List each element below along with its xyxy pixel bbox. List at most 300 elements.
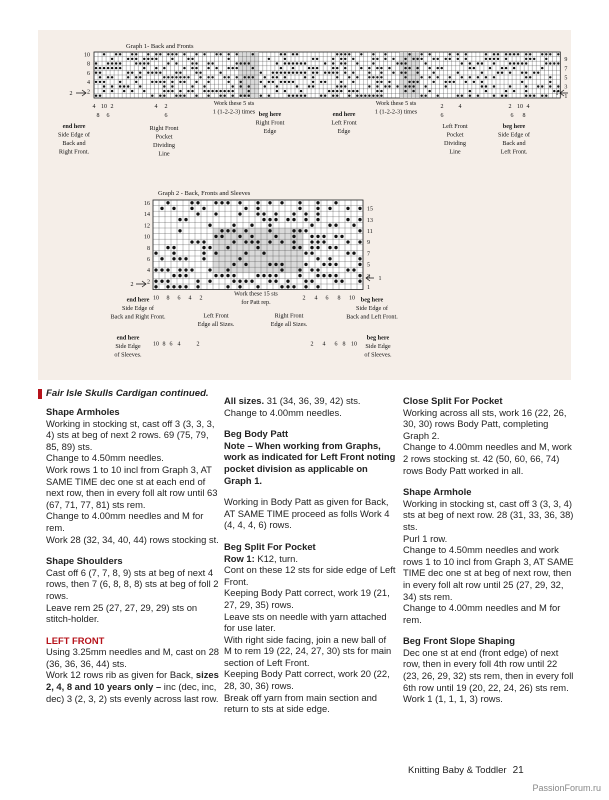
graph1-stitch	[312, 67, 314, 69]
graph2-stitch	[202, 207, 205, 210]
graph2-stitch	[184, 274, 187, 277]
graph1-stitch	[469, 90, 471, 92]
graph2-stitch	[292, 229, 295, 232]
heading-front-slope: Beg Front Slope Shaping	[403, 635, 515, 647]
graph2-edge-label: Edge all Sizes.	[270, 321, 308, 329]
graph2-stitch	[202, 257, 205, 260]
graph1-stitch	[143, 90, 145, 92]
graph1-stitch	[151, 94, 153, 96]
graph2-shade	[231, 234, 237, 240]
graph1-stitch	[412, 81, 414, 83]
graph1-stitch	[155, 67, 157, 69]
graph1-stitch	[312, 71, 314, 73]
graph2-stitch	[238, 235, 241, 238]
graph1-stitch	[445, 85, 447, 87]
graph2-stitch	[184, 285, 187, 288]
graph1-shade	[416, 93, 420, 98]
graph2-shade	[225, 234, 231, 240]
graph1-stitch	[416, 67, 418, 69]
graph2-stitch	[304, 263, 307, 266]
graph1-stitch	[437, 58, 439, 60]
graph1-stitch	[517, 62, 519, 64]
graph2-stitch	[166, 268, 169, 271]
graph1-stitch	[288, 94, 290, 96]
graph1-stitch	[392, 58, 394, 60]
graph1-stitch	[296, 94, 298, 96]
graph1-stitch	[469, 76, 471, 78]
graph2-size-num: 2	[199, 295, 203, 302]
graph1-stitch	[312, 85, 314, 87]
graph2-beg-label: Side Edge	[365, 343, 391, 351]
graph1-stitch	[95, 81, 97, 83]
para: Cont on these 12 sts for side edge of Left Front.	[224, 564, 396, 587]
graph2-shade	[249, 245, 255, 251]
graph1-stitch	[348, 76, 350, 78]
graph1-stitch	[316, 58, 318, 60]
graph2-size-num: 8	[166, 295, 170, 302]
graph2-stitch	[232, 224, 235, 227]
graph1-stitch	[219, 90, 221, 92]
graph1-stitch	[328, 71, 330, 73]
graph2-shade	[249, 267, 255, 273]
graph1-row-num: 2	[87, 89, 90, 96]
graph1-stitch	[167, 62, 169, 64]
graph2-stitch	[172, 252, 175, 255]
graph2-size-num: 4	[177, 341, 181, 348]
graph2-stitch	[160, 257, 163, 260]
graph1-shade	[408, 70, 412, 75]
graph2-shade	[297, 262, 303, 268]
graph2-row-num: 6	[147, 257, 150, 263]
graph1-stitch	[404, 85, 406, 87]
graph2-stitch	[166, 201, 169, 204]
graph1-stitch	[288, 62, 290, 64]
graph2-stitch	[298, 201, 301, 204]
graph1-stitch	[111, 76, 113, 78]
graph1-stitch	[292, 81, 294, 83]
graph1-stitch	[131, 58, 133, 60]
graph1-stitch	[99, 94, 101, 96]
graph2-row-num: 11	[367, 229, 373, 235]
graph2-size-num: 4	[322, 341, 326, 348]
graph1-stitch	[533, 58, 535, 60]
graph1-stitch	[248, 94, 250, 96]
graph2-stitch	[232, 229, 235, 232]
graph1-stitch	[207, 67, 209, 69]
graph1-shade	[243, 70, 247, 75]
graph1-stitch	[276, 71, 278, 73]
graph2-size-num: 6	[177, 295, 181, 302]
graph1-stitch	[416, 58, 418, 60]
para: Working in stocking st, cast off 3 (3, 3, 4) sts at beg of next row. 28 (31, 33, 36, 38) sts.	[403, 497, 574, 532]
graph2-shade	[231, 256, 237, 262]
graph2-shade	[261, 245, 267, 251]
graph1-stitch	[328, 90, 330, 92]
graph1-stitch	[368, 85, 370, 87]
graph1-stitch	[525, 62, 527, 64]
graph2-stitch	[298, 246, 301, 249]
graph1-stitch	[292, 71, 294, 73]
graph2-stitch	[250, 235, 253, 238]
para: Change to 4.00mm needles.	[224, 406, 342, 418]
graph1-stitch	[195, 81, 197, 83]
graph2-stitch	[322, 274, 325, 277]
graph1-stitch	[412, 90, 414, 92]
graph2-stitch	[226, 268, 229, 271]
graph1-stitch	[304, 71, 306, 73]
graph1-stitch	[119, 85, 121, 87]
graph1-stitch	[207, 90, 209, 92]
graph2-shade	[255, 250, 261, 256]
graph1-stitch	[376, 85, 378, 87]
graph2-stitch	[274, 263, 277, 266]
graph1-stitch	[227, 58, 229, 60]
graph2-shade	[297, 239, 303, 245]
graph1-stitch	[219, 71, 221, 73]
graph2-shade	[237, 239, 243, 245]
graph1-stitch	[195, 71, 197, 73]
graph1-stitch	[300, 90, 302, 92]
graph1-stitch	[139, 76, 141, 78]
para	[46, 669, 221, 704]
graph2-shade	[291, 256, 297, 262]
graph2-stitch	[226, 229, 229, 232]
graph1-stitch	[529, 58, 531, 60]
graph2-stitch	[214, 274, 217, 277]
graph2-stitch	[214, 235, 217, 238]
graph1-stitch	[557, 53, 559, 55]
graph1-size-num: 6	[106, 113, 110, 119]
graph1-size-num: 4	[154, 104, 158, 110]
graph2-stitch	[340, 235, 343, 238]
graph2-shade	[237, 262, 243, 268]
graph1-stitch	[336, 85, 338, 87]
graph1-shade	[412, 66, 416, 71]
graph1-stitch	[123, 85, 125, 87]
graph1-stitch	[308, 67, 310, 69]
graph2-stitch	[244, 252, 247, 255]
graph1-stitch	[135, 58, 137, 60]
graph2-shade	[261, 267, 267, 273]
graph1-stitch	[384, 85, 386, 87]
graph1-stitch	[533, 71, 535, 73]
graph2-stitch	[268, 240, 271, 243]
graph2-stitch	[292, 285, 295, 288]
graph1-stitch	[525, 94, 527, 96]
graph2-stitch	[172, 285, 175, 288]
graph1-stitch	[163, 81, 165, 83]
heading-close-split: Close Split For Pocket	[403, 395, 503, 406]
graph1-stitch	[513, 90, 515, 92]
heading-shape-armhole: Shape Armhole	[403, 486, 472, 498]
graph2-size-num: 4	[188, 295, 192, 302]
graph1-stitch	[424, 94, 426, 96]
graph2-row-num: 13	[367, 217, 373, 224]
graph1-stitch	[384, 58, 386, 60]
para: Keeping Body Patt correct, work 20 (22, 28, 30, 36) rows.	[224, 668, 390, 692]
heading-left-front: LEFT FRONT	[46, 634, 105, 646]
graph1-stitch	[505, 67, 507, 69]
graph1-stitch	[465, 81, 467, 83]
graph2-stitch	[256, 212, 259, 215]
graph1-end-label: Right Front.	[58, 148, 90, 156]
graph2-stitch	[160, 280, 163, 283]
graph1-stitch	[300, 62, 302, 64]
graph2-beg-label: Side Edge of	[356, 305, 388, 313]
graph1-stitch	[372, 76, 374, 78]
graph1-shade	[255, 52, 259, 57]
graph1-stitch	[529, 76, 531, 78]
graph1-stitch	[501, 71, 503, 73]
graph1-stitch	[549, 76, 551, 78]
graph2-stitch	[160, 268, 163, 271]
graph2-shade	[225, 256, 231, 262]
para: Change to 4.00mm needles and M for rem.	[46, 510, 204, 533]
graph1-stitch	[163, 76, 165, 78]
graph1-stitch	[280, 67, 282, 69]
graph1-stitch	[505, 53, 507, 55]
graph2-stitch	[304, 280, 307, 283]
graph2-beg-label: of Sleeves.	[364, 351, 392, 359]
graph1-stitch	[477, 94, 479, 96]
graph1-stitch	[445, 58, 447, 60]
graph1-stitch	[191, 90, 193, 92]
graph1-stitch	[316, 71, 318, 73]
graph1-shade	[251, 80, 255, 85]
graph2-stitch	[208, 224, 211, 227]
graph2-shade	[285, 228, 291, 234]
graph1-stitch	[111, 67, 113, 69]
graph2-stitch	[220, 229, 223, 232]
graph1-stitch	[179, 94, 181, 96]
graph1-stitch	[296, 53, 298, 55]
graph1-stitch	[453, 81, 455, 83]
para: Keeping Body Patt correct, work 19 (21, 27, 29, 35) rows.	[224, 587, 390, 610]
graph1-stitch	[151, 71, 153, 73]
continued-heading: Fair Isle Skulls Cardigan continued.	[46, 388, 209, 399]
graph1-stitch	[336, 76, 338, 78]
graph2-stitch	[220, 274, 223, 277]
graph1-stitch	[227, 90, 229, 92]
para: Working across all sts, work 16 (22, 26, 30, 30) rows Body Patt, completing Graph 2.	[403, 406, 567, 441]
heading-shape-shoulders: Shape Shoulders	[46, 555, 123, 567]
graph1-stitch	[545, 53, 547, 55]
graph1-row-num: 3	[564, 84, 568, 91]
graph1-stitch	[151, 58, 153, 60]
graph2-stitch	[178, 285, 181, 288]
graph2-stitch	[334, 246, 337, 249]
graph1-stitch	[485, 58, 487, 60]
graph1-stitch	[368, 94, 370, 96]
graph2-stitch	[316, 274, 319, 277]
watermark: PassionForum.ru	[532, 783, 601, 793]
graph2-stitch	[358, 240, 361, 243]
graph1-stitch	[541, 94, 543, 96]
graph2-stitch	[208, 246, 211, 249]
graph1-arrow-num: 1	[555, 91, 559, 97]
graph2-work-note: Work these 15 sts	[234, 290, 278, 298]
graph1-shade	[416, 84, 420, 89]
graph1-stitch	[336, 53, 338, 55]
graph1-work-note: 1 (1-2-2-3) times	[374, 108, 418, 116]
graph2-stitch	[238, 212, 241, 215]
graph2-shade	[267, 267, 273, 273]
graph2-stitch	[322, 235, 325, 238]
graph1-shade	[247, 52, 251, 57]
graph1-stitch	[95, 71, 97, 73]
graph1-stitch	[99, 76, 101, 78]
graph1-stitch	[525, 71, 527, 73]
graph1-stitch	[360, 94, 362, 96]
graph2-row-num: 10	[144, 234, 150, 241]
graph2-shade	[243, 245, 249, 251]
graph1-stitch	[187, 76, 189, 78]
graph2-stitch	[298, 229, 301, 232]
graph2-work-note: for Patt rep.	[241, 299, 271, 307]
graph1-stitch	[135, 53, 137, 55]
graph1-stitch	[191, 58, 193, 60]
graph2-stitch	[346, 218, 349, 221]
graph2-stitch	[292, 235, 295, 238]
graph1-stitch	[171, 53, 173, 55]
graph1-stitch	[211, 62, 213, 64]
graph1-stitch	[541, 67, 543, 69]
graph1-size-num: 4	[526, 104, 530, 110]
graph1-stitch	[260, 71, 262, 73]
graph1-stitch	[159, 81, 161, 83]
graph2-stitch	[268, 274, 271, 277]
graph2-shade	[285, 267, 291, 273]
graph1-size-num: 6	[440, 113, 444, 119]
graph1-stitch	[344, 53, 346, 55]
graph2-stitch	[214, 252, 217, 255]
graph2-shade	[255, 234, 261, 240]
graph2-row-num: 7	[367, 251, 370, 258]
graph1-pocket-label: Line	[449, 148, 461, 156]
graph1-work-note: 1 (1-2-2-3) times	[212, 108, 256, 116]
graph2-end-label: end here	[116, 334, 140, 342]
graph2-shade	[255, 256, 261, 262]
graph2-beg-label: Back and Left Front.	[346, 313, 398, 321]
graph1-shade	[255, 61, 259, 66]
graph2-row-num: 8	[147, 245, 150, 252]
para: With right side facing, join a new ball of M to rem 19 (22, 24, 27, 30) sts for main section of Left Front.	[224, 633, 392, 668]
page-number: 21	[512, 765, 524, 776]
graph2-stitch	[226, 246, 229, 249]
graph1-stitch	[159, 94, 161, 96]
graph1-stitch	[131, 53, 133, 55]
para: Cast off 6 (7, 7, 8, 9) sts at beg of next 4 rows, then 7 (6, 8, 8, 8) sts at beg of foll 2 rows.	[46, 566, 219, 601]
graph2-shade	[249, 228, 255, 234]
graph2-row-num: 3	[367, 273, 370, 280]
graph1-stitch	[284, 62, 286, 64]
graph2-shade	[279, 250, 285, 256]
graph2-stitch	[166, 280, 169, 283]
graph2-shade	[213, 245, 219, 251]
graph1-stitch	[533, 94, 535, 96]
graph1-stitch	[268, 58, 270, 60]
graph2-stitch	[274, 212, 277, 215]
graph2-arrow-num: 1	[378, 276, 382, 282]
graph2-shade	[231, 250, 237, 256]
graph2-shade	[219, 262, 225, 268]
graph2-end-label: end here	[126, 296, 150, 304]
graph2-end-label: Side Edge of	[122, 305, 154, 313]
graph1-shade	[247, 70, 251, 75]
graph1-shade	[255, 84, 259, 89]
graph1-stitch	[119, 62, 121, 64]
graph1-size-num: 4	[458, 104, 462, 110]
graph1-stitch	[493, 62, 495, 64]
graph2-shade	[213, 267, 219, 273]
graph1-stitch	[219, 94, 221, 96]
graph1-stitch	[147, 53, 149, 55]
graph1-stitch	[493, 58, 495, 60]
graph1-stitch	[215, 67, 217, 69]
graph1-stitch	[469, 62, 471, 64]
graph1-size-num: 2	[508, 104, 512, 110]
column-3	[403, 395, 575, 705]
graph1-stitch	[376, 67, 378, 69]
graph2-shade	[291, 262, 297, 268]
graph1-shade	[412, 75, 416, 80]
graph2-stitch	[172, 207, 175, 210]
graph1-stitch	[493, 85, 495, 87]
graph1-stitch	[296, 62, 298, 64]
graph1-size-num: 2	[164, 104, 168, 110]
graph1-stitch	[501, 67, 503, 69]
graph2-shade	[219, 245, 225, 251]
graph1-beg-label: Back and	[502, 140, 526, 147]
graph1-pocket-label: Left Front	[442, 123, 468, 130]
graph1-stitch	[340, 53, 342, 55]
graph1-shade	[400, 89, 404, 94]
graph2-shade	[261, 256, 267, 262]
footer-title: Knitting Baby & Toddler	[408, 765, 507, 776]
graph1-stitch	[264, 76, 266, 78]
graph1-shade	[416, 52, 420, 57]
graph1-stitch	[260, 94, 262, 96]
graph1-stitch	[167, 90, 169, 92]
graph2-stitch	[316, 218, 319, 221]
text: inc (dec, inc, dec) 3 (2, 3, 2) sts evenly across last row.	[46, 681, 219, 704]
graph2-stitch	[316, 201, 319, 204]
graph1-stitch	[457, 94, 459, 96]
graph2-stitch	[328, 246, 331, 249]
graph1-shade	[239, 66, 243, 71]
graph1-stitch	[207, 62, 209, 64]
graph1-stitch	[336, 67, 338, 69]
graph2-stitch	[280, 240, 283, 243]
graph1-stitch	[420, 53, 422, 55]
graph1-stitch	[139, 71, 141, 73]
graph1-stitch	[521, 62, 523, 64]
graph1-stitch	[175, 53, 177, 55]
graph1-stitch	[223, 76, 225, 78]
graph2-shade	[213, 228, 219, 234]
graph1-stitch	[376, 90, 378, 92]
graph1-stitch	[404, 90, 406, 92]
graph1-stitch	[549, 62, 551, 64]
graph1-stitch	[292, 94, 294, 96]
graph1-stitch	[183, 53, 185, 55]
graph1-beg-label: Left Front.	[500, 148, 528, 156]
graph2-stitch	[184, 257, 187, 260]
graph1-stitch	[545, 62, 547, 64]
graph1-stitch	[272, 71, 274, 73]
graph1-stitch	[300, 94, 302, 96]
graph2-stitch	[316, 212, 319, 215]
